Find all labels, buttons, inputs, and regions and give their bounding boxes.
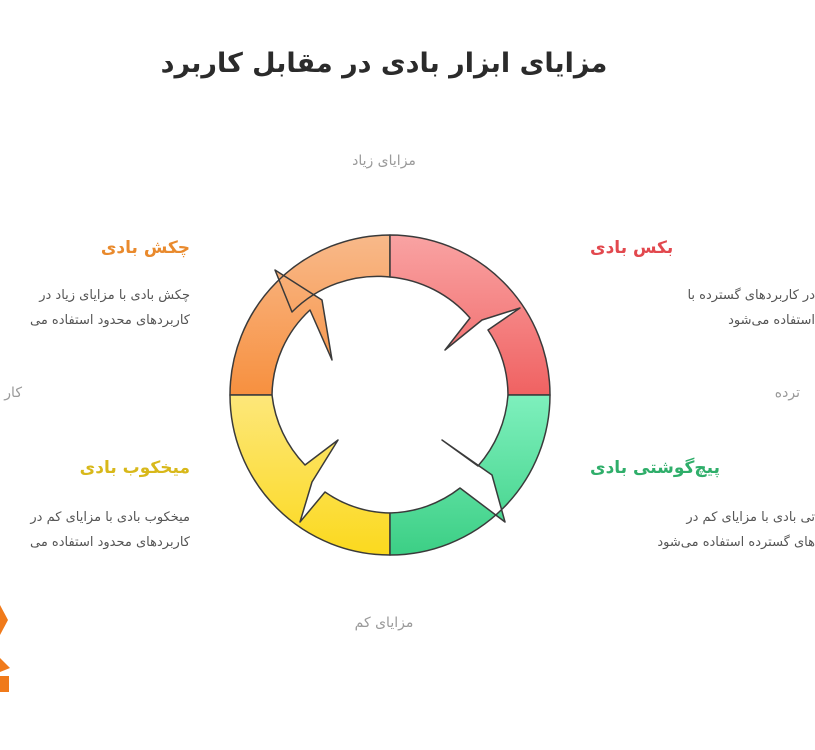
segment-screwdriver [390,395,550,555]
nailer-heading: میخکوب بادی [79,458,190,478]
box-heading: بکس بادی [590,238,674,258]
segment-box [390,235,550,395]
segment-nailer [230,395,390,555]
cycle-diagram [220,230,560,570]
axis-label-bottom: مزایای کم [354,615,414,631]
hammer-heading: چکش بادی [100,238,190,258]
screwdriver-heading: پیچ‌گوشتی بادی [590,458,720,478]
axis-label-left: کار [4,385,22,401]
axis-label-top: مزایای زیاد [352,153,416,169]
nailer-description: میخکوب بادی با مزایای کم در کاربردهای محدود استفاده می [29,510,190,550]
box-description: در کاربردهای گسترده با استفاده می‌شود [687,288,815,328]
brand-logo-icon [0,600,14,700]
screwdriver-description: تی بادی با مزایای کم در های گسترده استفاده می‌شود [657,510,815,550]
axis-label-right: ترده [774,385,800,401]
hammer-description: چکش بادی با مزایای زیاد در کاربردهای محدود استفاده می [29,288,190,328]
segment-hammer [230,235,390,395]
page-title: مزایای ابزار بادی در مقابل کاربرد [160,48,608,79]
